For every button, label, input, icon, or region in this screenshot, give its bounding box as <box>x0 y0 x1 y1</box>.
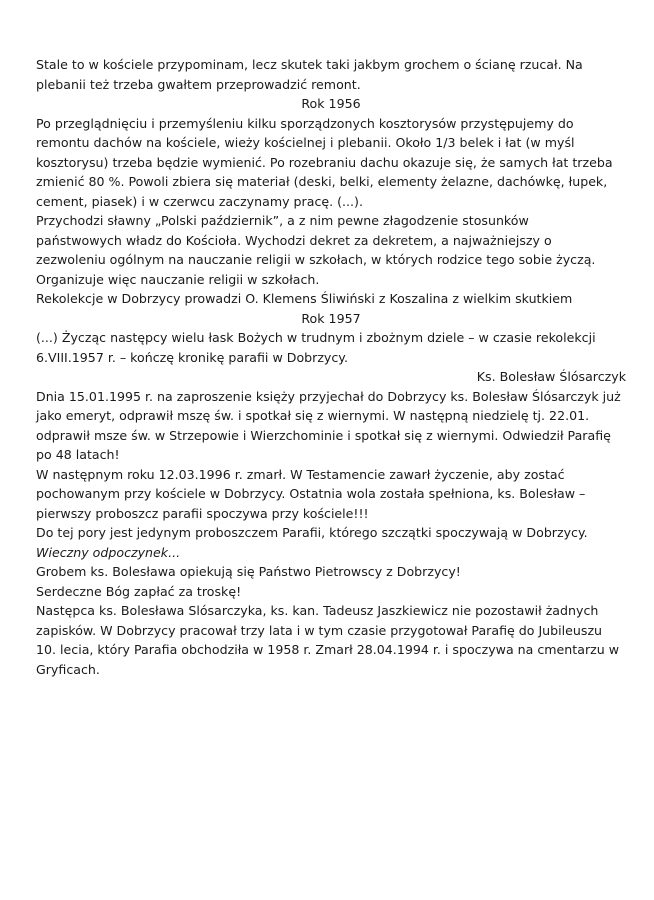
author-signature: Ks. Bolesław Ślósarczyk <box>476 369 626 384</box>
text-line: remontu dachów na kościele, wieży kościelnej i plebanii. Około 1/3 belek i łat (w myśl <box>36 135 575 150</box>
text-line: zmienić 80 %. Powoli zbiera się materiał (deski, belki, elementy żelazne, dachówkę, łupek, <box>36 174 608 189</box>
text-line: Następca ks. Bolesława Slósarczyka, ks. kan. Tadeusz Jaszkiewicz nie pozostawił żadnych <box>36 603 599 618</box>
text-line: Przychodzi sławny „Polski październik”, a z nim pewne złagodzenie stosunków <box>36 213 529 228</box>
text-line: odprawił msze św. w Strzepowie i Wierzchominie i spotkał się z wiernymi. Odwiedził Parafię <box>36 427 611 443</box>
text-line: 6.VIII.1957 r. – kończę kronikę parafii w Dobrzycy. <box>36 349 348 365</box>
text-line: (...) Życząc następcy wielu łask Bożych w trudnym i zbożnym dziele – w czasie rekolekcji <box>36 330 596 345</box>
prayer-line: Wieczny odpoczynek... <box>36 544 181 560</box>
text-line: Serdeczne Bóg zapłać za troskę! <box>36 583 242 599</box>
text-line: Stale to w kościele przypominam, lecz skutek taki jakbym grochem o ścianę rzucał. Na <box>36 57 583 72</box>
text-line: pochowanym przy kościele w Dobrzycy. Ostatnia wola została spełniona, ks. Bolesław – <box>36 486 586 501</box>
text-line: jako emeryt, odprawił mszę św. i spotkał się z wiernymi. W następną niedzielę tj. 22.01. <box>36 408 590 423</box>
text-line: Do tej pory jest jedynym proboszczem Parafii, którego szczątki spoczywają w Dobrzycy. <box>36 525 588 540</box>
text-line: Gryficach. <box>36 661 100 677</box>
document-body <box>36 55 626 679</box>
text-line: państwowych władz do Kościoła. Wychodzi dekret za dekretem, a najważniejszy o <box>36 232 552 248</box>
text-line: Organizuje więc nauczanie religii w szkołach. <box>36 271 320 287</box>
text-line: pierwszy proboszcz parafii spoczywa przy kościele!!! <box>36 505 369 521</box>
text-line: cement, piasek) i w czerwcu zaczynamy pracę. (...). <box>36 193 363 209</box>
text-line: 10. lecia, który Parafia obchodziła w 1958 r. Zmarł 28.04.1994 r. i spoczywa na cmentarzu w <box>36 642 620 657</box>
text-line: Rekolekcje w Dobrzycy prowadzi O. Klemens Śliwiński z Koszalina z wielkim skutkiem <box>36 291 573 306</box>
year-heading-1956: Rok 1956 <box>301 96 361 111</box>
text-line: zapisków. W Dobrzycy pracował trzy lata i w tym czasie przygotował Parafię do Jubileuszu <box>36 622 603 638</box>
text-line: Grobem ks. Bolesława opiekują się Państwo Pietrowscy z Dobrzycy! <box>36 564 461 579</box>
text-line: zezwoleniu ogólnym na nauczanie religii w szkołach, w których rodzice tego sobie życzą. <box>36 252 596 267</box>
text-line: kosztorysu) trzeba będzie wymienić. Po rozebraniu dachu okazuje się, że samych łat trzeba <box>36 154 613 170</box>
text-line: plebanii też trzeba gwałtem przeprowadzić remont. <box>36 76 361 92</box>
text-line: po 48 latach! <box>36 447 120 462</box>
text-line: W następnym roku 12.03.1996 r. zmarł. W Testamencie zawarł życzenie, aby zostać <box>36 466 565 482</box>
text-line: Po przeglądnięciu i przemyśleniu kilku sporządzonych kosztorysów przystępujemy do <box>36 115 574 131</box>
text-line: Dnia 15.01.1995 r. na zaproszenie księży przyjechał do Dobrzycy ks. Bolesław Ślósarczyk już <box>36 388 621 404</box>
year-heading-1957: Rok 1957 <box>301 310 361 326</box>
